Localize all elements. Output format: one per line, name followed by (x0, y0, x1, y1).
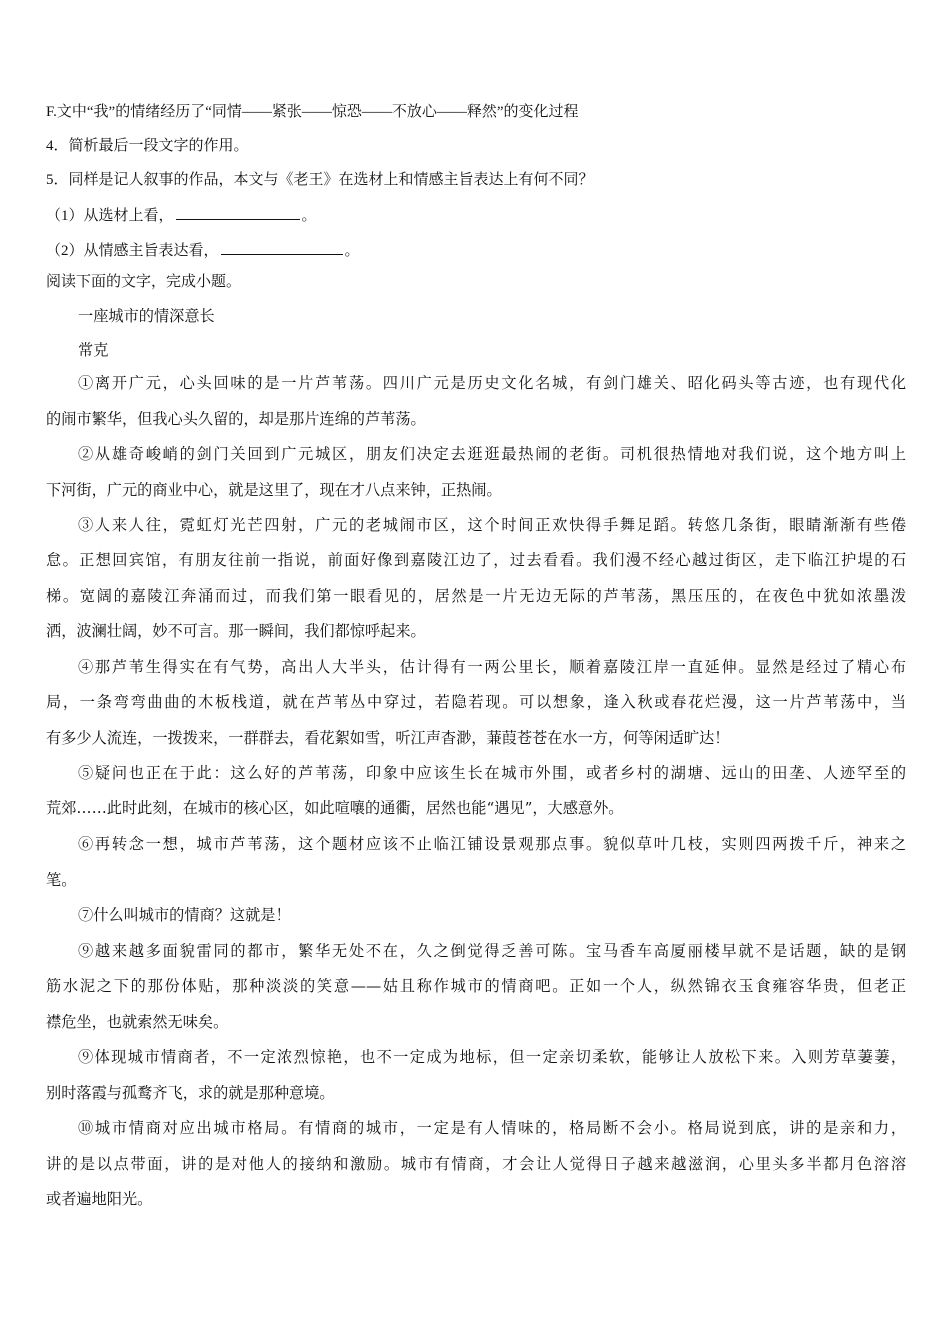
paragraph-9-line-2: 别时落霞与孤鹜齐飞，求的就是那种意境。 (46, 1084, 335, 1102)
answer-blank-1[interactable] (176, 205, 300, 220)
paragraph-4-line-2: 局，一条弯弯曲曲的木板栈道，就在芦苇丛中穿过，若隐若现。可以想象，逢入秋或春花烂漫，这一片芦苇荡中，当 (46, 693, 906, 711)
paragraph-9-line-1: ⑨体现城市情商者，不一定浓烈惊艳，也不一定成为地标，但一定亲切柔软，能够让人放松下来。入则芳草萋萋， (78, 1048, 906, 1066)
paragraph-5-line-2: 荒郊……此时此刻，在城市的核心区，如此喧嚷的通衢，居然也能“遇见”，大感意外。 (46, 799, 624, 817)
paragraph-1-line-2: 的闹市繁华，但我心头久留的，却是那片连绵的芦苇荡。 (46, 410, 426, 428)
answer-blank-2[interactable] (221, 240, 343, 255)
paragraph-8-line-1: ⑨越来越多面貌雷同的都市，繁华无处不在，久之倒觉得乏善可陈。宝马香车高厦丽楼早就不是话题，缺的是钢 (78, 942, 906, 960)
q5-1-end: 。 (301, 208, 317, 224)
paragraph-7-line-1: ⑦什么叫城市的情商？这就是！ (78, 906, 291, 924)
paragraph-6-line-1: ⑥再转念一想，城市芦苇荡，这个题材应该不止临江铺设景观那点事。貌似草叶几枝，实则四两拨千斤，神来之 (78, 835, 906, 853)
paragraph-3-line-3: 梯。宽阔的嘉陵江奔涌而过，而我们第一眼看见的，居然是一片无边无际的芦苇荡，黑压压的，在夜色中犹如浓墨泼 (46, 587, 906, 605)
paragraph-10-line-1: ⑩城市情商对应出城市格局。有情商的城市，一定是有人情味的，格局断不会小。格局说到底，讲的是亲和力， (78, 1119, 906, 1137)
paragraph-10-line-3: 或者遍地阳光。 (46, 1190, 153, 1208)
article-author: 常克 (78, 341, 109, 359)
paragraph-1-line-1: ①离开广元，心头回味的是一片芦苇荡。四川广元是历史文化名城，有剑门雄关、昭化码头等古迹，也有现代化 (78, 374, 906, 392)
paragraph-8-line-2: 筋水泥之下的那份体贴，那种淡淡的笑意——姑且称作城市的情商吧。正如一个人，纵然锦衣玉食雍容华贵，但老正 (46, 977, 906, 995)
paragraph-3-line-1: ③人来人往，霓虹灯光芒四射，广元的老城闹市区，这个时间正欢快得手舞足蹈。转悠几条街，眼睛渐渐有些倦 (78, 516, 906, 534)
paragraph-8-line-3: 襟危坐，也就索然无味矣。 (46, 1013, 229, 1031)
q5-1-label: （1）从选材上看， (46, 208, 174, 224)
paragraph-4-line-1: ④那芦苇生得实在有气势，高出人大半头，估计得有一两公里长，顺着嘉陵江岸一直延伸。显然是经过了精心布 (78, 658, 906, 676)
paragraph-4-line-3: 有多少人流连，一拨拨来，一群群去，看花絮如雪，听江声杳渺，蒹葭苍苍在水一方，何等闲适旷达！ (46, 729, 730, 747)
question-5: 5．同样是记人叙事的作品，本文与《老王》在选材上和情感主旨表达上有何不同？ (46, 172, 594, 188)
q5-2-end: 。 (344, 243, 360, 259)
question-5-part-1 (46, 205, 906, 226)
reading-instruction: 阅读下面的文字，完成小题。 (46, 274, 242, 290)
question-4: 4．简析最后一段文字的作用。 (46, 138, 249, 154)
paragraph-2-line-2: 下河街，广元的商业中心，就是这里了，现在才八点来钟，正热闹。 (46, 481, 502, 499)
paragraph-6-line-2: 笔。 (46, 871, 77, 889)
paragraph-2-line-1: ②从雄奇峻峭的剑门关回到广元城区，朋友们决定去逛逛最热闹的老街。司机很热情地对我们说，这个地方叫上 (78, 445, 906, 463)
paragraph-10-line-2: 讲的是以点带面，讲的是对他人的接纳和激励。城市有情商，才会让人觉得日子越来越滋润，心里头多半都月色溶溶 (46, 1155, 906, 1173)
q5-2-label: （2）从情感主旨表达看， (46, 243, 219, 259)
paragraph-3-line-2: 怠。正想回宾馆，有朋友往前一指说，前面好像到嘉陵江边了，过去看看。我们漫不经心越过街区，走下临江护堤的石 (46, 551, 906, 569)
paragraph-5-line-1: ⑤疑问也正在于此：这么好的芦苇荡，印象中应该生长在城市外围，或者乡村的湖塘、远山的田垄、人迹罕至的 (78, 764, 906, 782)
paragraph-3-line-4: 洒，波澜壮阔，妙不可言。那一瞬间，我们都惊呼起来。 (46, 622, 426, 640)
article-title: 一座城市的情深意长 (78, 307, 215, 325)
question-5-part-2 (46, 240, 906, 261)
option-f: F.文中“我”的情绪经历了“同情——紧张——惊恐——不放心——释然”的变化过程 (46, 104, 579, 120)
